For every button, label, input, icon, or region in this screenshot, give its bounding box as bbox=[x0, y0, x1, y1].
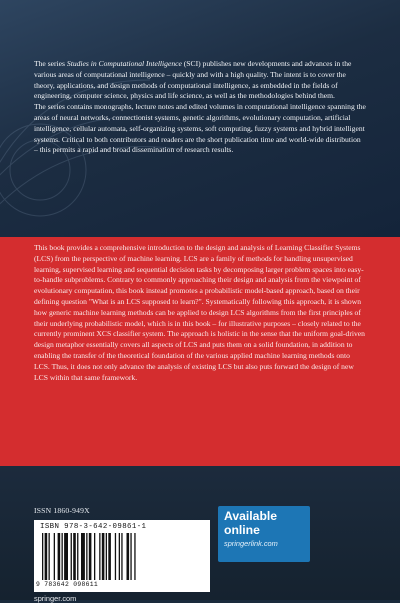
series-name: Studies in Computational Intelligence bbox=[66, 59, 182, 68]
barcode-bar bbox=[81, 533, 85, 580]
barcode-bar bbox=[45, 533, 48, 580]
online-text: online bbox=[224, 522, 260, 537]
barcode-bar bbox=[134, 533, 135, 580]
barcode-bar bbox=[121, 533, 122, 580]
series-description-band bbox=[0, 0, 400, 237]
barcode-bar bbox=[108, 533, 111, 580]
isbn-barcode bbox=[34, 520, 210, 592]
barcode-bars bbox=[40, 533, 204, 580]
barcode-bar bbox=[54, 533, 55, 580]
publisher-website[interactable]: springer.com bbox=[34, 594, 77, 603]
series-description bbox=[34, 59, 366, 156]
series-description-text: (SCI) publishes new developments and advances in the various areas of computational intelligence – quickly and with a high quality. The intent is to cover the theory, applications, and design methods of computational intelligence, as embedded in the fields of engineering, computer science, physics and life science, as well as the methodologies behind them. bbox=[34, 59, 352, 101]
book-description-paragraph: This book provides a comprehensive introduction to the design and analysis of Learning Classifier Systems (LCS) from the perspective of machine learning. LCS are a family of methods for handling unsupervised learning, supervised learning and sequential decision tasks by decomposing larger problem spaces into easy-to-handle subproblems. Contrary to commonly approaching their design and analysis from the viewpoint of evolutionary computation, this book instead promotes a probabilistic model-based approach, based on their defining question "What is an LCS supposed to learn?". Systematically following this approach, it is shown how generic machine learning methods can be applied to design LCS algorithms from the first principles of their underlying probabilistic model, which is in this book – for illustrative purposes – closely related to the currently prominent XCS classifier system. The approach is holistic in the sense that the uniform goal-driven design metaphor essentially covers all aspects of LCS and puts them on a solid foundation, in addition to enabling the transfer of the theoretical foundation of the various applied machine learning methods onto LCS. Thus, it does not only advance the analysis of existing LCS but also puts forward the design of new LCS within that same framework. bbox=[34, 243, 365, 382]
barcode-bar bbox=[89, 533, 92, 580]
barcode-bar bbox=[62, 533, 63, 580]
back-cover-footer bbox=[0, 466, 400, 603]
barcode-bar bbox=[73, 533, 76, 580]
series-paragraph-2: The series contains monographs, lecture notes and edited volumes in computational intelligence spanning the areas of neural networks, connectionist systems, genetic algorithms, evolutionary computation, artificial intelligence, cellular automata, self-organizing systems, soft computing, fuzzy systems and hybrid intelligent systems. Critical to both contributors and readers are the short publication time and world-wide distribution – this permits a rapid and broad dissemination of research results. bbox=[34, 102, 366, 155]
barcode-bar bbox=[106, 533, 107, 580]
barcode-bar bbox=[49, 533, 50, 580]
ean-digits: 9 783642 098611 bbox=[36, 581, 99, 588]
book-description bbox=[34, 243, 366, 383]
barcode-bar bbox=[99, 533, 100, 580]
springerlink-url[interactable]: springerlink.com bbox=[224, 539, 278, 548]
barcode-bar bbox=[102, 533, 105, 580]
barcode-bar bbox=[42, 533, 43, 580]
series-intro-text: The series bbox=[34, 59, 67, 68]
isbn-text: ISBN 978-3-642-09861-1 bbox=[40, 523, 147, 531]
available-online-badge[interactable] bbox=[218, 506, 310, 562]
book-description-band bbox=[0, 237, 400, 466]
barcode-bar bbox=[94, 533, 95, 580]
barcode-bar bbox=[77, 533, 78, 580]
barcode-bar bbox=[127, 533, 130, 580]
barcode-bar bbox=[58, 533, 61, 580]
barcode-bar bbox=[71, 533, 72, 580]
issn-label: ISSN 1860-949X bbox=[34, 506, 90, 515]
series-paragraph-1 bbox=[34, 59, 366, 102]
barcode-bar bbox=[86, 533, 87, 580]
available-online-title bbox=[224, 510, 308, 537]
barcode-bar bbox=[130, 533, 131, 580]
available-text: Available bbox=[224, 509, 278, 523]
barcode-bar bbox=[115, 533, 116, 580]
barcode-bar bbox=[64, 533, 68, 580]
barcode-bar bbox=[119, 533, 120, 580]
